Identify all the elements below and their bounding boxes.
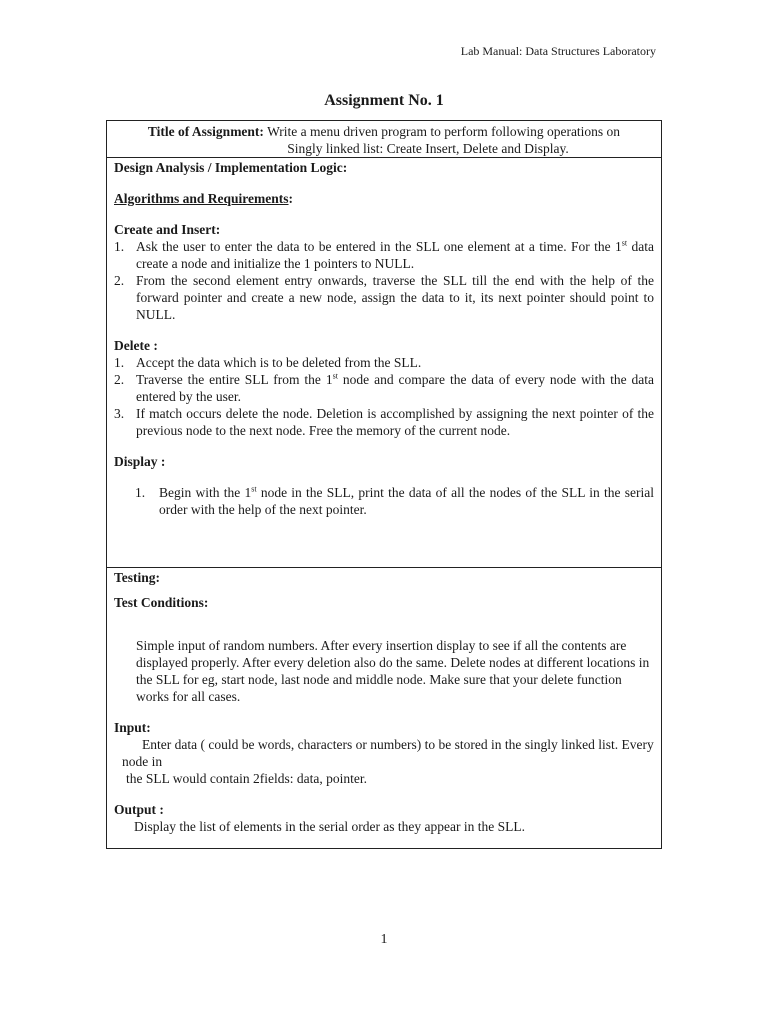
- assignment-title: Assignment No. 1: [324, 92, 444, 109]
- algorithms-heading: Algorithms and Requirements: [114, 191, 289, 206]
- test-conditions-text: Simple input of random numbers. After every insertion display to see if all the contents are displayed properly. After every deletion also do the same. Delete nodes at different locations in the SLL for eg, start node, last node and middle node. Make sure that your delete function works for all cases.: [136, 638, 650, 704]
- design-analysis-cell: [107, 157, 661, 567]
- create-heading: Create and Insert:: [114, 222, 221, 237]
- testing-heading: Testing:: [114, 570, 161, 585]
- delete-item-3: 3. If match occurs delete the node. Deletion is accomplished by assigning the next pointer of the previous node to the next node. Free the memory of the current node.: [114, 406, 654, 438]
- algorithms-heading-line: [114, 190, 654, 207]
- input-text-line-2: the SLL would contain 2fields: data, pointer.: [126, 771, 367, 786]
- running-header: Lab Manual: Data Structures Laboratory: [460, 44, 656, 58]
- delete-item-2: 2. Traverse the entire SLL from the 1st node and compare the data of every node with the data entered by the user.: [114, 371, 654, 404]
- algorithms-colon: :: [288, 191, 294, 206]
- title-text-line-1: Write a menu driven program to perform following operations on: [267, 124, 621, 139]
- create-item-1: 1. Ask the user to enter the data to be entered in the SLL one element at a time. For the 1st data create a node and initialize the 1 pointers to NULL.: [114, 238, 654, 271]
- title-line-1: [114, 123, 654, 140]
- delete-item-1: 1. Accept the data which is to be deleted from the SLL.: [114, 355, 422, 370]
- testing-cell: [107, 567, 661, 848]
- delete-heading: Delete :: [114, 338, 158, 353]
- assignment-table: [106, 120, 662, 849]
- delete-list: [114, 354, 654, 439]
- title-of-assignment-cell: [107, 121, 661, 157]
- output-text: Display the list of elements in the serial order as they appear in the SLL.: [134, 819, 526, 834]
- display-item-1: 1. Begin with the 1st node in the SLL, print the data of all the nodes of the SLL in the serial order with the help of the next pointer.: [135, 484, 655, 517]
- input-text-line-1: Enter data ( could be words, characters or numbers) to be stored in the singly linked list. Every node in: [122, 737, 654, 769]
- title-label: Title of Assignment:: [147, 124, 264, 139]
- display-heading: Display :: [114, 454, 166, 469]
- test-conditions-heading: Test Conditions:: [114, 595, 209, 610]
- create-item-2: 2. From the second element entry onwards, traverse the SLL till the end with the help of the forward pointer and create a new node, assign the data to it, its next pointer should point to NULL.: [114, 273, 654, 322]
- design-heading: Design Analysis / Implementation Logic:: [114, 160, 348, 175]
- display-list: [114, 484, 654, 518]
- title-text-line-2: Singly linked list: Create Insert, Delete and Display.: [287, 141, 569, 156]
- output-heading: Output :: [114, 802, 164, 817]
- input-heading: Input:: [114, 720, 151, 735]
- create-list: [114, 238, 654, 323]
- page-number: 1: [380, 932, 388, 947]
